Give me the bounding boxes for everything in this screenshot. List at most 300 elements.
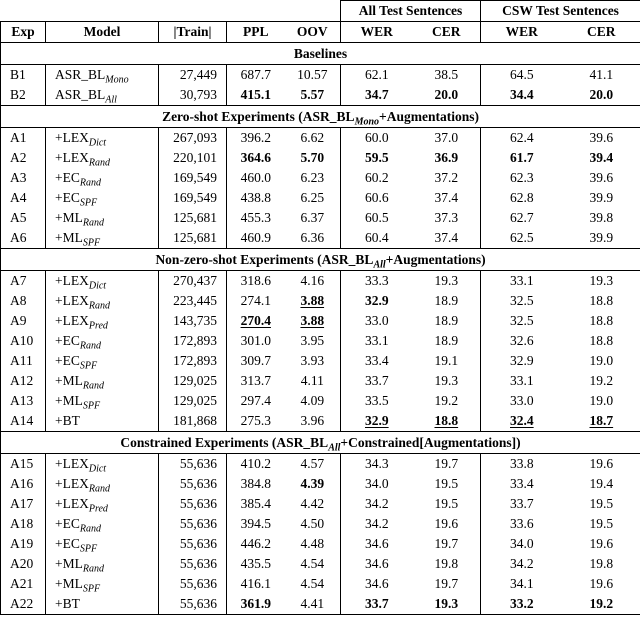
wer-csw-cell: 34.4 xyxy=(481,85,563,106)
wer-csw-cell: 34.2 xyxy=(481,554,563,574)
cer-csw-cell: 19.4 xyxy=(563,474,640,494)
exp-cell: A6 xyxy=(1,228,46,249)
section-title-row xyxy=(1,106,640,128)
oov-cell: 4.39 xyxy=(300,476,325,491)
text-part: +EC xyxy=(55,333,80,348)
subscript-label: Rand xyxy=(88,157,110,168)
model-cell xyxy=(46,65,159,86)
text-part: Baselines xyxy=(293,45,348,61)
wer-all-cell: 33.4 xyxy=(341,351,413,371)
wer-csw-cell: 33.1 xyxy=(481,371,563,391)
wer-csw-cell: 62.5 xyxy=(481,228,563,249)
subscript-label: SPF xyxy=(79,360,98,371)
ppl-cell: 455.3 xyxy=(227,208,285,228)
table-row xyxy=(1,65,640,86)
exp-cell: A16 xyxy=(1,474,46,494)
wer-csw-cell: 33.2 xyxy=(481,594,563,615)
oov-cell: 4.42 xyxy=(300,496,325,511)
text-part: Zero-shot Experiments (ASR_BL xyxy=(162,108,355,124)
cer-all-cell: 37.4 xyxy=(434,190,459,205)
cer-csw-cell: 18.7 xyxy=(563,411,640,432)
cer-all-cell: 37.3 xyxy=(434,210,459,225)
train-cell: 55,636 xyxy=(159,554,227,574)
wer-all-cell: 34.6 xyxy=(341,574,413,594)
ppl-cell: 416.1 xyxy=(227,574,285,594)
table-row xyxy=(1,554,640,574)
col-header-oov: OOV xyxy=(285,22,341,43)
subscript-label: Rand xyxy=(82,380,104,391)
exp-cell: A1 xyxy=(1,128,46,149)
wer-all-cell: 60.5 xyxy=(341,208,413,228)
wer-all-cell: 33.0 xyxy=(341,311,413,331)
wer-all-cell: 34.0 xyxy=(341,474,413,494)
ppl-cell: 364.6 xyxy=(227,148,285,168)
group-header-all-test: All Test Sentences xyxy=(341,1,481,22)
cer-all-cell: 19.1 xyxy=(434,353,459,368)
cer-all-cell: 19.2 xyxy=(434,393,459,408)
col-header-wer-all: WER xyxy=(341,22,413,43)
section-title-row xyxy=(1,432,640,454)
ppl-cell: 438.8 xyxy=(227,188,285,208)
oov-cell: 4.41 xyxy=(300,596,325,611)
oov-cell: 6.37 xyxy=(300,210,325,225)
exp-cell: B2 xyxy=(1,85,46,106)
oov-cell: 4.54 xyxy=(300,576,325,591)
model-cell xyxy=(46,228,159,249)
model-cell xyxy=(46,514,159,534)
exp-cell: A2 xyxy=(1,148,46,168)
wer-all-cell: 33.1 xyxy=(341,331,413,351)
cer-csw-cell: 19.0 xyxy=(563,351,640,371)
exp-cell: A9 xyxy=(1,311,46,331)
wer-all-cell: 60.4 xyxy=(341,228,413,249)
text-part: +EC xyxy=(55,170,80,185)
ppl-cell: 275.3 xyxy=(227,411,285,432)
ppl-cell: 410.2 xyxy=(227,454,285,475)
model-cell xyxy=(46,208,159,228)
table-row xyxy=(1,574,640,594)
train-cell: 27,449 xyxy=(159,65,227,86)
model-cell xyxy=(46,351,159,371)
group-header-spacer xyxy=(1,1,341,22)
train-cell: 55,636 xyxy=(159,574,227,594)
train-cell: 172,893 xyxy=(159,331,227,351)
section-title xyxy=(1,249,640,271)
oov-cell: 6.36 xyxy=(300,230,325,245)
subscript-label: Mono xyxy=(354,116,380,128)
train-cell: 220,101 xyxy=(159,148,227,168)
text-part: ASR_BL xyxy=(55,67,106,82)
oov-cell: 4.48 xyxy=(300,536,325,551)
subscript-label: Dict xyxy=(88,137,107,148)
cer-all-cell: 18.9 xyxy=(434,293,459,308)
text-part: +ML xyxy=(55,210,83,225)
text-part: +LEX xyxy=(55,130,89,145)
train-cell: 125,681 xyxy=(159,228,227,249)
wer-all-cell: 33.7 xyxy=(341,594,413,615)
wer-csw-cell: 62.4 xyxy=(481,128,563,149)
cer-all-cell: 19.3 xyxy=(434,596,459,611)
exp-cell: A11 xyxy=(1,351,46,371)
ppl-cell: 301.0 xyxy=(227,331,285,351)
cer-all-cell: 19.6 xyxy=(434,516,459,531)
oov-cell: 4.54 xyxy=(300,556,325,571)
wer-csw-cell: 34.1 xyxy=(481,574,563,594)
model-cell xyxy=(46,291,159,311)
exp-cell: A15 xyxy=(1,454,46,475)
cer-all-cell: 37.4 xyxy=(434,230,459,245)
table-row xyxy=(1,454,640,475)
section-title-row xyxy=(1,43,640,65)
cer-csw-cell: 39.8 xyxy=(563,208,640,228)
train-cell: 270,437 xyxy=(159,271,227,292)
cer-csw-cell: 39.9 xyxy=(563,188,640,208)
col-header-model: Model xyxy=(46,22,159,43)
results-table-body xyxy=(1,43,640,615)
model-cell xyxy=(46,168,159,188)
table-row xyxy=(1,594,640,615)
col-header-exp: Exp xyxy=(1,22,46,43)
section-title xyxy=(1,432,640,454)
subscript-label: All xyxy=(328,442,341,454)
cer-csw-cell: 18.8 xyxy=(563,291,640,311)
cer-all-cell: 19.5 xyxy=(434,476,459,491)
text-part: +BT xyxy=(55,596,80,611)
exp-cell: B1 xyxy=(1,65,46,86)
model-cell xyxy=(46,371,159,391)
wer-csw-cell: 62.3 xyxy=(481,168,563,188)
text-part: +EC xyxy=(55,353,80,368)
model-cell xyxy=(46,128,159,149)
ppl-cell: 318.6 xyxy=(227,271,285,292)
exp-cell: A12 xyxy=(1,371,46,391)
wer-csw-cell: 33.6 xyxy=(481,514,563,534)
cer-csw-cell: 18.8 xyxy=(563,331,640,351)
train-cell: 30,793 xyxy=(159,85,227,106)
text-part: Non-zero-shot Experiments (ASR_BL xyxy=(155,251,374,267)
oov-cell: 3.88 xyxy=(300,313,325,328)
exp-cell: A7 xyxy=(1,271,46,292)
model-cell xyxy=(46,311,159,331)
text-part: +Augmentations) xyxy=(385,251,486,267)
exp-cell: A14 xyxy=(1,411,46,432)
train-cell: 172,893 xyxy=(159,351,227,371)
wer-csw-cell: 32.5 xyxy=(481,291,563,311)
model-cell xyxy=(46,148,159,168)
text-part: +ML xyxy=(55,556,83,571)
table-row xyxy=(1,85,640,106)
table-row xyxy=(1,514,640,534)
text-part: +Constrained[Augmentations]) xyxy=(340,434,521,450)
group-header-csw-test: CSW Test Sentences xyxy=(481,1,640,22)
ppl-cell: 460.0 xyxy=(227,168,285,188)
train-cell: 129,025 xyxy=(159,391,227,411)
cer-all-cell: 19.7 xyxy=(434,456,459,471)
wer-all-cell: 33.5 xyxy=(341,391,413,411)
text-part: ASR_BL xyxy=(55,87,106,102)
cer-all-cell: 37.0 xyxy=(434,130,459,145)
cer-all-cell: 18.9 xyxy=(434,333,459,348)
table-row xyxy=(1,311,640,331)
section-title-row xyxy=(1,249,640,271)
text-part: +ML xyxy=(55,576,83,591)
cer-all-cell: 19.5 xyxy=(434,496,459,511)
exp-cell: A5 xyxy=(1,208,46,228)
table-row xyxy=(1,351,640,371)
wer-all-cell: 60.6 xyxy=(341,188,413,208)
model-cell xyxy=(46,271,159,292)
subscript-label: SPF xyxy=(79,197,98,208)
subscript-label: Rand xyxy=(88,300,110,311)
text-part: +BT xyxy=(55,413,80,428)
table-row xyxy=(1,411,640,432)
col-header-ppl: PPL xyxy=(227,22,285,43)
text-part: +Augmentations) xyxy=(379,108,479,124)
subscript-label: Pred xyxy=(88,320,108,331)
ppl-cell: 361.9 xyxy=(227,594,285,615)
oov-cell: 4.09 xyxy=(300,393,325,408)
wer-csw-cell: 62.8 xyxy=(481,188,563,208)
table-row xyxy=(1,474,640,494)
ppl-cell: 415.1 xyxy=(227,85,285,106)
text-part: +LEX xyxy=(55,476,89,491)
ppl-cell: 313.7 xyxy=(227,371,285,391)
text-part: +LEX xyxy=(55,293,89,308)
table-row xyxy=(1,208,640,228)
table-row xyxy=(1,128,640,149)
ppl-cell: 385.4 xyxy=(227,494,285,514)
exp-cell: A8 xyxy=(1,291,46,311)
section-title xyxy=(1,106,640,128)
cer-csw-cell: 39.6 xyxy=(563,128,640,149)
wer-all-cell: 59.5 xyxy=(341,148,413,168)
exp-cell: A21 xyxy=(1,574,46,594)
text-part: +ML xyxy=(55,393,83,408)
oov-cell: 10.57 xyxy=(297,67,328,82)
oov-cell: 5.70 xyxy=(300,150,325,165)
subscript-label: Dict xyxy=(88,280,107,291)
subscript-label: Rand xyxy=(88,483,110,494)
train-cell: 55,636 xyxy=(159,514,227,534)
train-cell: 55,636 xyxy=(159,494,227,514)
exp-cell: A4 xyxy=(1,188,46,208)
model-cell xyxy=(46,554,159,574)
subscript-label: Rand xyxy=(79,177,101,188)
wer-csw-cell: 61.7 xyxy=(481,148,563,168)
train-cell: 55,636 xyxy=(159,534,227,554)
subscript-label: SPF xyxy=(79,543,98,554)
ppl-cell: 297.4 xyxy=(227,391,285,411)
oov-cell: 3.88 xyxy=(300,293,325,308)
subscript-label: SPF xyxy=(82,400,101,411)
model-cell xyxy=(46,454,159,475)
model-cell xyxy=(46,188,159,208)
wer-csw-cell: 34.0 xyxy=(481,534,563,554)
wer-csw-cell: 33.4 xyxy=(481,474,563,494)
subscript-label: SPF xyxy=(82,583,101,594)
wer-all-cell: 34.2 xyxy=(341,514,413,534)
cer-csw-cell: 19.3 xyxy=(563,271,640,292)
ppl-cell: 394.5 xyxy=(227,514,285,534)
col-header-cer-all: CER xyxy=(413,22,481,43)
subscript-label: Mono xyxy=(105,74,129,85)
oov-cell: 6.25 xyxy=(300,190,325,205)
subscript-label: Pred xyxy=(88,503,108,514)
exp-cell: A19 xyxy=(1,534,46,554)
cer-csw-cell: 19.6 xyxy=(563,574,640,594)
cer-all-cell: 20.0 xyxy=(434,87,459,102)
model-cell xyxy=(46,534,159,554)
text-part: +ML xyxy=(55,230,83,245)
col-header-wer-csw: WER xyxy=(481,22,563,43)
train-cell: 169,549 xyxy=(159,168,227,188)
oov-cell: 6.23 xyxy=(300,170,325,185)
table-row xyxy=(1,391,640,411)
subscript-label: All xyxy=(373,259,386,271)
ppl-cell: 687.7 xyxy=(227,65,285,86)
wer-all-cell: 34.2 xyxy=(341,494,413,514)
wer-all-cell: 60.0 xyxy=(341,128,413,149)
oov-cell: 5.57 xyxy=(300,87,325,102)
text-part: +LEX xyxy=(55,273,89,288)
text-part: Constrained Experiments (ASR_BL xyxy=(120,434,329,450)
train-cell: 181,868 xyxy=(159,411,227,432)
cer-all-cell: 19.7 xyxy=(434,576,459,591)
exp-cell: A13 xyxy=(1,391,46,411)
ppl-cell: 274.1 xyxy=(227,291,285,311)
exp-cell: A3 xyxy=(1,168,46,188)
text-part: +LEX xyxy=(55,150,89,165)
wer-all-cell: 32.9 xyxy=(341,291,413,311)
wer-all-cell: 34.6 xyxy=(341,554,413,574)
exp-cell: A17 xyxy=(1,494,46,514)
cer-csw-cell: 18.8 xyxy=(563,311,640,331)
table-row xyxy=(1,188,640,208)
wer-csw-cell: 32.6 xyxy=(481,331,563,351)
subscript-label: Rand xyxy=(79,523,101,534)
cer-all-cell: 19.3 xyxy=(434,373,459,388)
ppl-cell: 435.5 xyxy=(227,554,285,574)
cer-csw-cell: 39.4 xyxy=(563,148,640,168)
wer-all-cell: 62.1 xyxy=(341,65,413,86)
wer-all-cell: 33.3 xyxy=(341,271,413,292)
text-part: +EC xyxy=(55,190,80,205)
table-row xyxy=(1,331,640,351)
oov-cell: 3.95 xyxy=(300,333,325,348)
cer-csw-cell: 19.6 xyxy=(563,454,640,475)
train-cell: 267,093 xyxy=(159,128,227,149)
cer-csw-cell: 19.6 xyxy=(563,534,640,554)
wer-csw-cell: 32.4 xyxy=(481,411,563,432)
col-header-cer-csw: CER xyxy=(563,22,640,43)
cer-all-cell: 18.9 xyxy=(434,313,459,328)
ppl-cell: 309.7 xyxy=(227,351,285,371)
ppl-cell: 460.9 xyxy=(227,228,285,249)
exp-cell: A22 xyxy=(1,594,46,615)
train-cell: 55,636 xyxy=(159,454,227,475)
ppl-cell: 270.4 xyxy=(227,311,285,331)
exp-cell: A18 xyxy=(1,514,46,534)
cer-csw-cell: 19.8 xyxy=(563,554,640,574)
subscript-label: SPF xyxy=(82,237,101,249)
cer-all-cell: 19.8 xyxy=(434,556,459,571)
wer-csw-cell: 32.9 xyxy=(481,351,563,371)
table-row xyxy=(1,148,640,168)
train-cell: 169,549 xyxy=(159,188,227,208)
oov-cell: 4.11 xyxy=(300,373,324,388)
wer-all-cell: 32.9 xyxy=(341,411,413,432)
wer-all-cell: 34.7 xyxy=(341,85,413,106)
wer-all-cell: 33.7 xyxy=(341,371,413,391)
group-header-row xyxy=(1,1,640,22)
model-cell xyxy=(46,594,159,615)
model-cell xyxy=(46,474,159,494)
ppl-cell: 384.8 xyxy=(227,474,285,494)
oov-cell: 3.96 xyxy=(300,413,325,428)
train-cell: 125,681 xyxy=(159,208,227,228)
model-cell xyxy=(46,494,159,514)
table-row xyxy=(1,494,640,514)
model-cell xyxy=(46,391,159,411)
column-header-row xyxy=(1,22,640,43)
train-cell: 223,445 xyxy=(159,291,227,311)
subscript-label: Rand xyxy=(82,563,104,574)
cer-csw-cell: 39.9 xyxy=(563,228,640,249)
oov-cell: 6.62 xyxy=(300,130,325,145)
exp-cell: A20 xyxy=(1,554,46,574)
cer-all-cell: 18.8 xyxy=(434,413,459,428)
wer-all-cell: 34.3 xyxy=(341,454,413,475)
subscript-label: All xyxy=(105,94,117,106)
cer-csw-cell: 19.5 xyxy=(563,494,640,514)
wer-csw-cell: 32.5 xyxy=(481,311,563,331)
text-part: +LEX xyxy=(55,313,89,328)
table-row xyxy=(1,534,640,554)
ppl-cell: 396.2 xyxy=(227,128,285,149)
cer-csw-cell: 20.0 xyxy=(563,85,640,106)
train-cell: 55,636 xyxy=(159,594,227,615)
col-header-train: |Train| xyxy=(159,22,227,43)
cer-all-cell: 19.7 xyxy=(434,536,459,551)
cer-csw-cell: 19.2 xyxy=(563,371,640,391)
wer-all-cell: 34.6 xyxy=(341,534,413,554)
wer-csw-cell: 33.7 xyxy=(481,494,563,514)
train-cell: 143,735 xyxy=(159,311,227,331)
oov-cell: 4.16 xyxy=(300,273,325,288)
cer-all-cell: 19.3 xyxy=(434,273,459,288)
text-part: +EC xyxy=(55,516,80,531)
cer-csw-cell: 41.1 xyxy=(563,65,640,86)
model-cell xyxy=(46,411,159,432)
model-cell xyxy=(46,85,159,106)
oov-cell: 4.50 xyxy=(300,516,325,531)
cer-csw-cell: 19.5 xyxy=(563,514,640,534)
ppl-cell: 446.2 xyxy=(227,534,285,554)
oov-cell: 3.93 xyxy=(300,353,325,368)
subscript-label: Dict xyxy=(88,463,107,474)
wer-csw-cell: 33.0 xyxy=(481,391,563,411)
text-part: +LEX xyxy=(55,456,89,471)
cer-all-cell: 38.5 xyxy=(434,67,459,82)
model-cell xyxy=(46,574,159,594)
train-cell: 129,025 xyxy=(159,371,227,391)
table-row xyxy=(1,371,640,391)
wer-csw-cell: 33.8 xyxy=(481,454,563,475)
cer-csw-cell: 19.0 xyxy=(563,391,640,411)
table-row xyxy=(1,168,640,188)
text-part: +EC xyxy=(55,536,80,551)
section-title xyxy=(1,43,640,65)
